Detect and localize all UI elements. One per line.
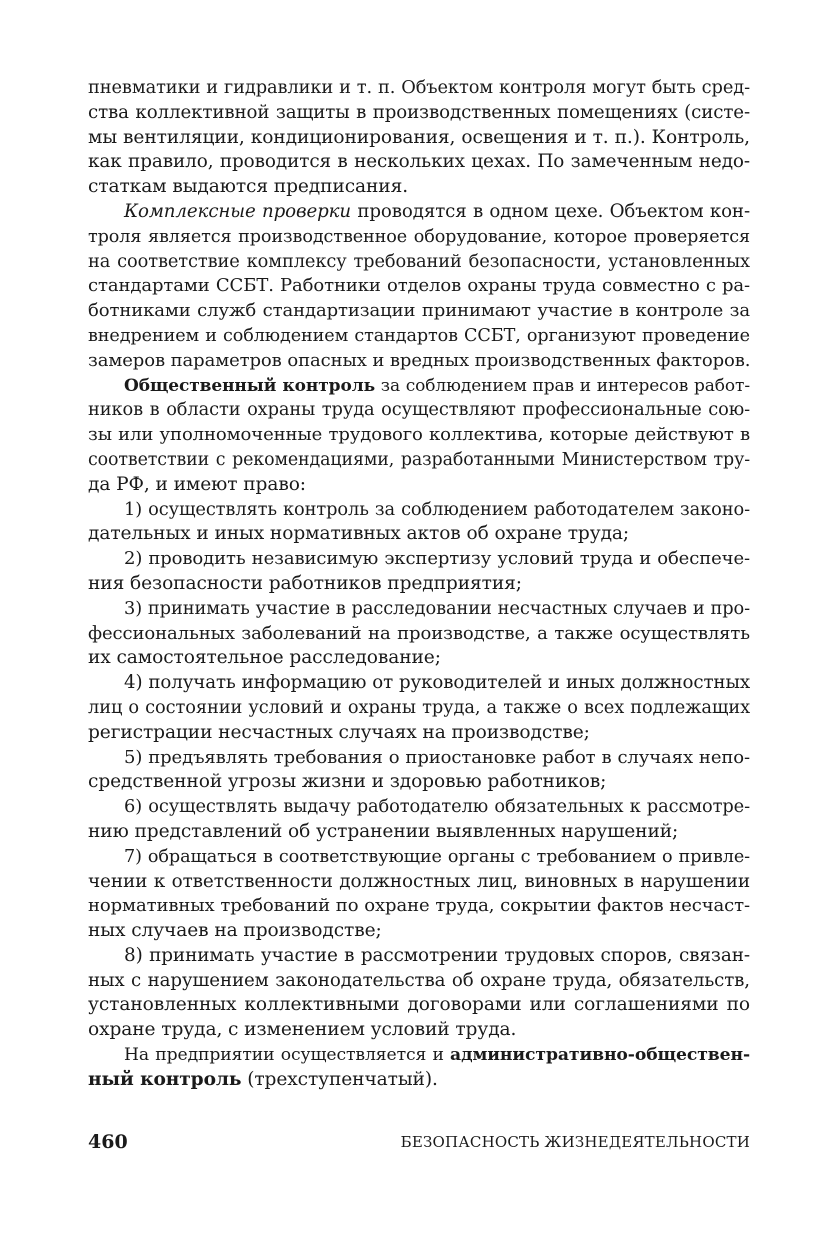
page-body — [88, 76, 750, 1093]
italic-term: Комплексные проверки — [124, 200, 352, 222]
text-line — [88, 225, 750, 250]
text-line — [88, 349, 750, 374]
text-line — [88, 646, 750, 671]
text-run: дательных и иных нормативных актов об охране труда; — [88, 523, 630, 545]
text-run: чении к ответственности должностных лиц, виновных в нарушении — [88, 870, 750, 892]
paragraph — [88, 944, 750, 1043]
text-run: 2) проводить независимую экспертизу условий труда и обеспече- — [124, 548, 750, 570]
text-run: нормативных требований по охране труда, сокрытии фактов несчаст- — [88, 895, 750, 917]
text-run: На предприятии осуществляется и — [124, 1045, 451, 1066]
paragraph — [88, 795, 750, 845]
page-number: 460 — [88, 1131, 128, 1153]
paragraph — [88, 498, 750, 548]
text-line — [88, 1068, 750, 1093]
text-run: 1) осуществлять контроль за соблюдением работодателем законо- — [124, 498, 750, 520]
text-line — [88, 671, 750, 696]
text-run: 5) предъявлять требования о приостановке работ в случаях непо- — [124, 746, 750, 768]
text-run: мы вентиляции, кондиционирования, освещения и т. п.). Контроль, — [88, 126, 750, 148]
text-line — [88, 919, 750, 944]
text-line — [88, 498, 750, 523]
text-line — [88, 448, 750, 473]
text-run: 6) осуществлять выдачу работодателю обязательных к рассмотре- — [124, 796, 750, 818]
text-line — [88, 597, 750, 622]
text-line — [88, 894, 750, 919]
text-line — [88, 820, 750, 845]
text-run: ников в области охраны труда осуществляют профессиональные сою- — [88, 399, 750, 421]
text-line — [88, 746, 750, 771]
bold-term: административно-обществен- — [450, 1045, 750, 1066]
text-line — [88, 795, 750, 820]
text-line — [88, 522, 750, 547]
text-run: на соответствие комплексу требований безопасности, установленных — [88, 250, 750, 272]
paragraph — [88, 597, 750, 671]
text-run: средственной угрозы жизни и здоровью работников; — [88, 771, 607, 793]
text-line — [88, 993, 750, 1018]
text-run: ства коллективной защиты в производственных помещениях (систе- — [88, 101, 750, 123]
text-run: 8) принимать участие в рассмотрении трудовых споров, связан- — [124, 944, 750, 966]
text-line — [88, 76, 750, 101]
text-line — [88, 398, 750, 423]
text-run: охране труда, с изменением условий труда. — [88, 1019, 517, 1041]
text-line — [88, 101, 750, 126]
text-run: установленных коллективными договорами или соглашениями по — [88, 994, 750, 1016]
text-run: ных с нарушением законодательства об охране труда, обязательств, — [88, 969, 750, 991]
text-run: фессиональных заболеваний на производстве, а также осуществлять — [88, 622, 750, 644]
text-line — [88, 944, 750, 969]
running-title: БЕЗОПАСНОСТЬ ЖИЗНЕДЕЯТЕЛЬНОСТИ — [400, 1133, 750, 1151]
text-run: 7) обращаться в соответствующие органы с требованием о привле- — [124, 846, 750, 867]
text-line — [88, 126, 750, 151]
text-run: как правило, проводится в нескольких цехах. По замеченным недо- — [88, 151, 750, 173]
text-run: троля является производственное оборудование, которое проверяется — [88, 226, 750, 247]
text-line — [88, 770, 750, 795]
text-line — [88, 696, 750, 721]
text-run: да РФ, и имеют право: — [88, 473, 306, 495]
text-run: замеров параметров опасных и вредных производственных факторов. — [88, 349, 751, 371]
paragraph — [88, 200, 750, 374]
text-run: нию представлений об устранении выявленных нарушений; — [88, 820, 679, 842]
text-run: 4) получать информацию от руководителей и иных должностных — [124, 672, 750, 694]
text-run: лиц о состоянии условий и охраны труда, а также о всех подлежащих — [88, 696, 750, 718]
text-line — [88, 1043, 750, 1068]
text-line — [88, 150, 750, 175]
text-line — [88, 250, 750, 275]
text-run: регистрации несчастных случаях на производстве; — [88, 721, 590, 743]
text-line — [88, 547, 750, 572]
paragraph — [88, 845, 750, 944]
paragraph — [88, 1043, 750, 1093]
text-run: ботниками служб стандартизации принимают участие в контроле за — [88, 300, 750, 322]
text-line — [88, 175, 750, 200]
paragraph — [88, 76, 750, 200]
text-line — [88, 200, 750, 225]
text-run: ных случаев на производстве; — [88, 920, 382, 942]
text-line — [88, 299, 750, 324]
bold-term: ный контроль — [88, 1068, 242, 1090]
text-run: (трехступенчатый). — [241, 1068, 438, 1090]
text-line — [88, 1018, 750, 1043]
text-run: внедрением и соблюдением стандартов ССБТ, организуют проведение — [88, 325, 750, 346]
bold-term: Общественный контроль — [124, 375, 376, 396]
text-run: стандартами ССБТ. Работники отделов охраны труда совместно с ра- — [88, 275, 750, 297]
text-line — [88, 969, 750, 994]
text-line — [88, 622, 750, 647]
text-line — [88, 423, 750, 448]
text-line — [88, 870, 750, 895]
text-run: за соблюдением прав и интересов работ- — [375, 375, 750, 396]
text-run: ния безопасности работников предприятия; — [88, 572, 522, 594]
text-run: статкам выдаются предписания. — [88, 176, 409, 198]
paragraph — [88, 671, 750, 745]
text-line — [88, 324, 750, 349]
text-run: их самостоятельное расследование; — [88, 647, 441, 669]
paragraph — [88, 374, 750, 498]
text-line — [88, 845, 750, 870]
text-run: 3) принимать участие в расследовании несчастных случаев и про- — [124, 597, 750, 619]
text-run: пневматики и гидравлики и т. п. Объектом контроля могут быть сред- — [88, 77, 750, 98]
text-line — [88, 274, 750, 299]
page-footer — [88, 1131, 750, 1157]
text-run: соответствии с рекомендациями, разработанными Министерством тру- — [88, 449, 750, 470]
paragraph — [88, 746, 750, 796]
text-line — [88, 473, 750, 498]
paragraph — [88, 547, 750, 597]
text-line — [88, 374, 750, 399]
text-run: проводятся в одном цехе. Объектом кон- — [351, 200, 751, 222]
text-line — [88, 721, 750, 746]
text-run: зы или уполномоченные трудового коллектива, которые действуют в — [88, 424, 750, 446]
text-line — [88, 572, 750, 597]
